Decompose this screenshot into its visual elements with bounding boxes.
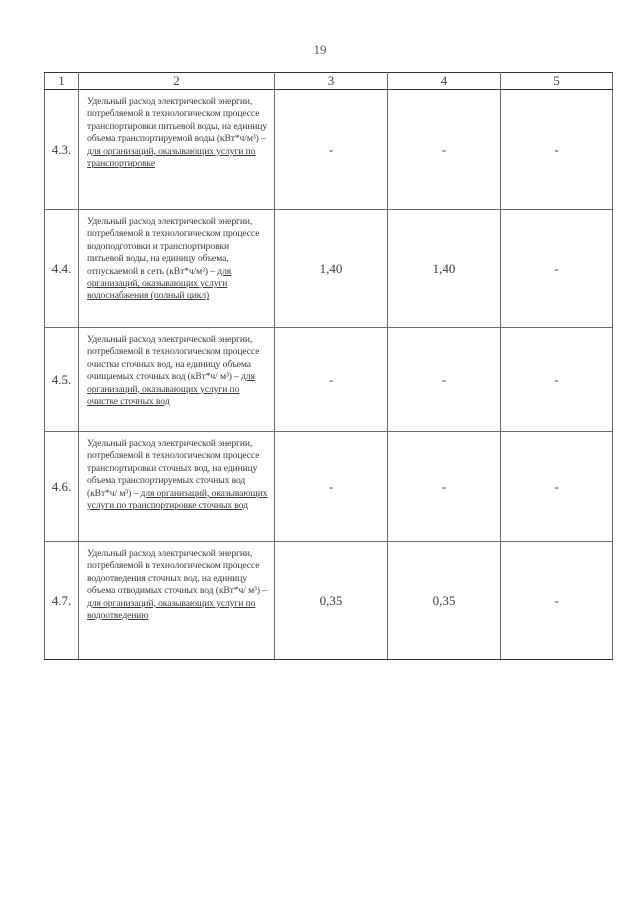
description-highlight: для организаций, оказывающих услуги по транспортировке: [87, 145, 256, 170]
row-description: [79, 432, 275, 542]
row-description: [79, 210, 275, 328]
description-highlight: для организаций, оказывающих услуги водоснабжения (полный цикл): [87, 265, 232, 302]
value-col-3: 1,40: [275, 210, 388, 328]
value-col-3: -: [275, 90, 388, 210]
row-description: [79, 542, 275, 660]
row-number: 4.3.: [45, 90, 79, 210]
row-number: 4.6.: [45, 432, 79, 542]
value-col-4: -: [388, 90, 501, 210]
description-highlight: для организаций, оказывающих услуги по очистке сточных вод: [87, 371, 255, 408]
description-text: Удельный расход электрической энергии, потребляемой в технологическом процессе водоотведения сточных вод, на единицу объема отводимых сточных вод (кВт*ч/ м³) –: [87, 548, 267, 597]
table-header-row: [45, 73, 613, 90]
row-number: 4.7.: [45, 542, 79, 660]
description-highlight: для организаций, оказывающих услуги по транспортировке сточных вод: [87, 487, 268, 512]
table-row: [45, 542, 613, 660]
table-row: [45, 432, 613, 542]
value-col-5: -: [501, 328, 613, 432]
row-description: [79, 328, 275, 432]
description-text: Удельный расход электрической энергии, потребляемой в технологическом процессе транспортировки сточных вод, на единицу объема транспортируемых сточных вод (кВт*ч/ м³) –: [87, 438, 260, 499]
header-col-5: 5: [501, 73, 613, 90]
value-col-4: 1,40: [388, 210, 501, 328]
row-number: 4.4.: [45, 210, 79, 328]
value-col-5: -: [501, 542, 613, 660]
row-number: 4.5.: [45, 328, 79, 432]
value-col-5: -: [501, 210, 613, 328]
header-col-2: 2: [79, 73, 275, 90]
header-col-3: 3: [275, 73, 388, 90]
page-number: 19: [313, 42, 327, 57]
header-col-1: 1: [45, 73, 79, 90]
value-col-5: -: [501, 90, 613, 210]
table-row: [45, 328, 613, 432]
header-col-4: 4: [388, 73, 501, 90]
description-text: Удельный расход электрической энергии, потребляемой в технологическом процессе очистки сточных вод, на единицу объема очищаемых сточных вод (кВт*ч/ м³) –: [87, 334, 260, 383]
row-description: [79, 90, 275, 210]
value-col-5: -: [501, 432, 613, 542]
value-col-3: -: [275, 328, 388, 432]
description-text: Удельный расход электрической энергии, потребляемой в технологическом процессе водоподготовки и транспортировки питьевой воды, на единицу объема, отпускаемой в сеть (кВт*ч/м³) –: [87, 216, 260, 277]
table-row: [45, 90, 613, 210]
description-highlight: для организаций, оказывающих услуги по водоотведению: [87, 597, 256, 622]
indicator-table: [44, 72, 613, 660]
value-col-4: -: [388, 328, 501, 432]
description-text: Удельный расход электрической энергии, потребляемой в технологическом процессе транспортировки питьевой воды, на единицу объема транспортируемой воды (кВт*ч/м³) –: [87, 96, 268, 145]
value-col-3: 0,35: [275, 542, 388, 660]
table-row: [45, 210, 613, 328]
value-col-4: 0,35: [388, 542, 501, 660]
value-col-3: -: [275, 432, 388, 542]
value-col-4: -: [388, 432, 501, 542]
